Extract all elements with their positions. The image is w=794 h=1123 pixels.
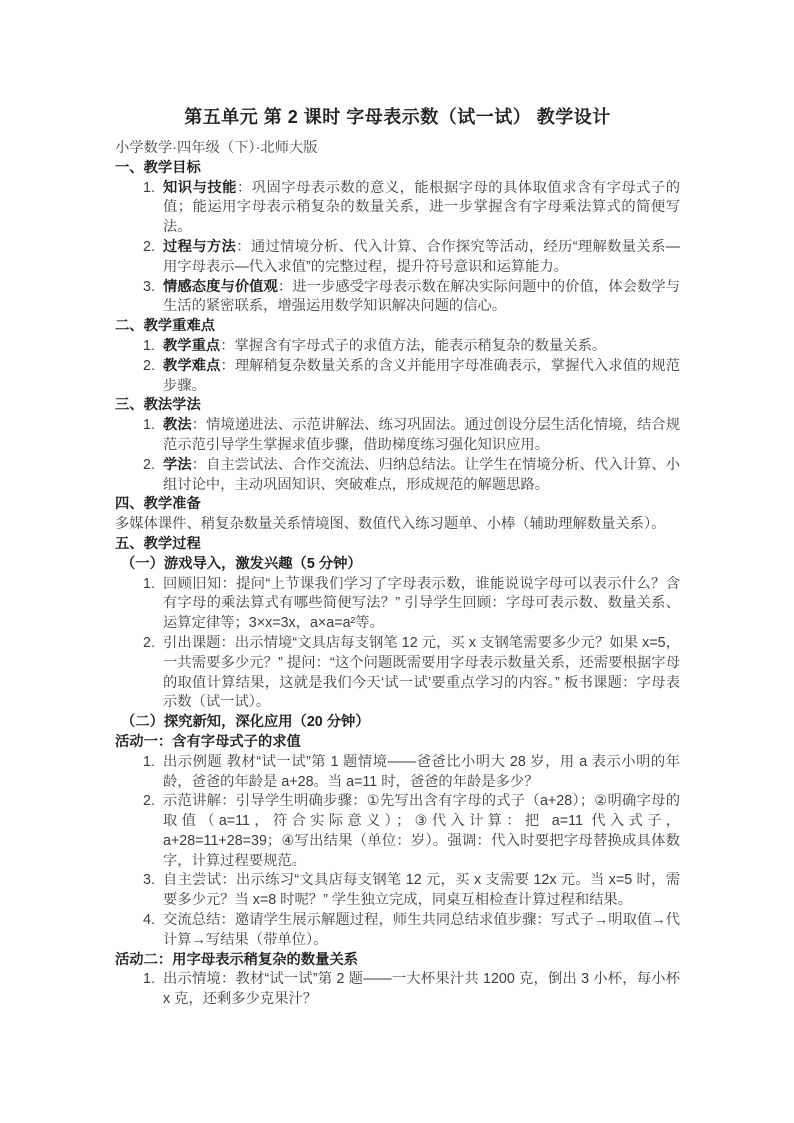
item-text: ：巩固字母表示数的意义，能根据字母的具体取值求含有字母式子的值；能运用字母表示稍复杂的数量关系，进一步掌握含有字母乘法算式的简便写法。 — [163, 179, 681, 236]
item-lead: 教学重点 — [163, 337, 221, 354]
item-text: 出示情境：教材“试一试”第 2 题——一大杯果汁共 1200 克，倒出 3 小杯，每小杯 x 克，还剩多少克果汁？ — [163, 971, 680, 1008]
preparation-paragraph: 多媒体课件、稍复杂数量关系情境图、数值代入练习题单、小棒（辅助理解数量关系）。 — [115, 516, 666, 533]
item-number: 3. — [143, 872, 155, 889]
section-heading-preparation: 四、教学准备 — [115, 496, 201, 513]
item-number: 1. — [143, 337, 155, 354]
list-item — [115, 871, 680, 911]
item-text: 交流总结：邀请学生展示解题过程，师生共同总结求值步骤：写式子→明取值→代计算→写结果（带单位）。 — [163, 912, 680, 948]
list-item — [115, 911, 680, 951]
item-number: 2. — [143, 456, 155, 473]
item-number: 2. — [143, 238, 155, 255]
intro-steps-list — [115, 575, 680, 714]
list-item — [115, 575, 680, 634]
item-text: ：掌握含有字母式子的求值方法，能表示稍复杂的数量关系。 — [220, 337, 607, 354]
activity-two-list — [115, 970, 680, 1010]
item-text: 引出课题：出示情境“文具店每支钢笔 12 元，买 x 支钢笔需要多少元？如果 x=5，一共需要多少元？” 提问：“这个问题既需要用字母表示数量关系，还需要根据字母的取值计算结果，这就是我们今天‘试一试’要重点学习的内容。” 板书课题：字母表示数（试一试）。 — [163, 634, 680, 711]
list-item — [115, 278, 680, 318]
item-number: 4. — [143, 912, 155, 929]
item-lead: 情感态度与价值观 — [163, 278, 278, 295]
document-title: 第五单元 第 2 课时 字母表示数（试一试） 教学设计 — [184, 107, 611, 127]
item-number: 1. — [143, 753, 155, 770]
list-item — [115, 238, 680, 278]
item-number: 2. — [143, 634, 155, 651]
item-number: 2. — [143, 357, 155, 374]
section-heading-objectives: 一、教学目标 — [115, 159, 201, 176]
list-item — [115, 792, 680, 871]
item-text: ：进一步感受字母表示数在解决实际问题中的价值，体会数学与生活的紧密联系，增强运用数学知识解决问题的信心。 — [163, 278, 680, 315]
item-text: ：理解稍复杂数量关系的含义并能用字母准确表示，掌握代入求值的规范步骤。 — [163, 357, 680, 394]
activity-two-heading: 活动二：用字母表示稍复杂的数量关系 — [115, 951, 359, 968]
item-number: 1. — [143, 417, 155, 434]
item-number: 1. — [143, 971, 155, 988]
objectives-list — [115, 179, 680, 318]
item-lead: 过程与方法 — [163, 238, 237, 255]
item-number: 1. — [143, 575, 155, 592]
item-number: 3. — [143, 278, 155, 295]
list-item — [115, 970, 680, 1010]
item-lead: 教法 — [163, 417, 192, 434]
activity-one-heading: 活动一：含有字母式子的求值 — [115, 733, 301, 750]
list-item — [115, 416, 680, 456]
list-item — [115, 634, 680, 713]
item-text: ：自主尝试法、合作交流法、归纳总结法。让学生在情境分析、代入计算、小组讨论中，主动巩固知识、突破难点，形成规范的解题思路。 — [163, 456, 681, 493]
document-subtitle: 小学数学·四年级（下）·北师大版 — [115, 140, 318, 156]
item-number: 2. — [143, 793, 155, 810]
item-number: 1. — [143, 179, 155, 196]
list-item — [115, 179, 680, 238]
item-text: 回顾旧知：提问“上节课我们学习了字母表示数，谁能说说字母可以表示什么？含有字母的乘法算式有哪些简便写法？” 引导学生回顾：字母可表示数、数量关系、运算定律等；3×x=3x，a×a=a²等。 — [163, 575, 680, 632]
item-text: ：情境递进法、示范讲解法、练习巩固法。通过创设分层生活化情境，结合规范示范引导学生掌握求值步骤，借助梯度练习强化知识应用。 — [163, 417, 681, 453]
methods-list — [115, 416, 680, 495]
key-points-list — [115, 337, 680, 396]
item-text: 出示例题 教材“试一试”第 1 题情境——爸爸比小明大 28 岁，用 a 表示小明的年龄，爸爸的年龄是 a+28。当 a=11 时，爸爸的年龄是多少？ — [163, 753, 680, 790]
item-text: ：通过情境分析、代入计算、合作探究等活动，经历“理解数量关系—用字母表示—代入求值”的完整过程，提升符号意识和运算能力。 — [163, 238, 681, 275]
item-lead: 知识与技能 — [163, 179, 237, 196]
list-item — [115, 337, 680, 357]
item-text: 自主尝试：出示练习“文具店每支钢笔 12 元，买 x 支需要 12x 元。当 x=5 时，需要多少元？当 x=8 时呢？” 学生独立完成，同桌互相检查计算过程和结果。 — [163, 872, 680, 909]
list-item — [115, 357, 680, 397]
subsection-heading-explore: （二）探究新知，深化应用（20 分钟） — [121, 714, 370, 731]
subsection-heading-intro: （一）游戏导入，激发兴趣（5 分钟） — [121, 555, 362, 572]
section-heading-key-points: 二、教学重难点 — [115, 318, 216, 335]
item-lead: 教学难点 — [163, 357, 221, 374]
item-text: 示范讲解：引导学生明确步骤：①先写出含有字母的式子（a+28）；②明确字母的取值（a=11，符合实际意义）；③代入计算：把 a=11 代入式子，a+28=11+28=39；④写出结果（单位：岁）。强调：代入时要把字母替换成具体数字，计算过程要规范。 — [163, 793, 680, 869]
section-heading-methods: 三、教法学法 — [115, 397, 201, 414]
activity-one-list — [115, 753, 680, 951]
list-item — [115, 456, 680, 496]
item-lead: 学法 — [163, 456, 192, 473]
list-item — [115, 753, 680, 793]
section-heading-process: 五、教学过程 — [115, 535, 201, 552]
